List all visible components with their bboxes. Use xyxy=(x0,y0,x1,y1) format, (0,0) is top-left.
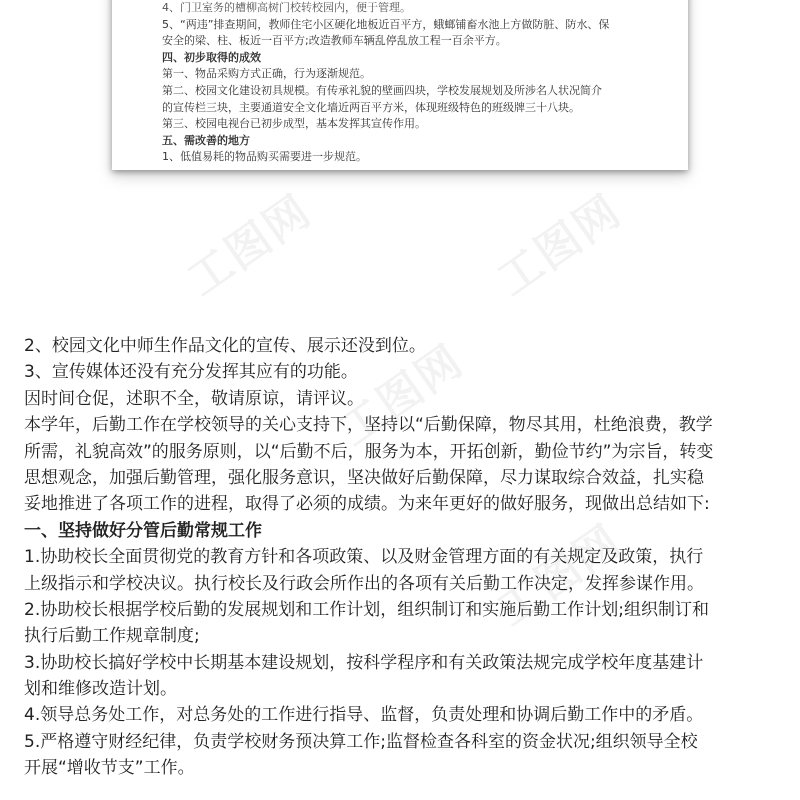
body-line: 3、宣传媒体还没有充分发挥其应有的功能。 xyxy=(24,362,358,383)
body-line: 思想观念，加强后勤管理，强化服务意识，坚决做好后勤保障，尽力谋取综合效益，扎实稳 xyxy=(24,467,704,488)
body-line: 开展“增收节支”工作。 xyxy=(24,758,195,779)
body-line: 划和维修改造计划。 xyxy=(24,679,177,700)
body-line: 本学年，后勤工作在学校领导的关心支持下，坚持以“后勤保障，物尽其用，杜绝浪费，教学 xyxy=(24,415,713,436)
card-line: 4、门卫室务的槽柳高树门校转校园内，便于管理。 xyxy=(162,1,411,14)
card-section-heading: 四、初步取得的成效 xyxy=(162,50,261,64)
body-line: 2、校园文化中师生作品文化的宣传、展示还没到位。 xyxy=(24,336,426,356)
watermark: 工图网 xyxy=(488,185,631,307)
body-line: 5.严格遵守财经纪律，负责学校财务预决算工作;监督检查各科室的资金状况;组织领导全校 xyxy=(24,731,698,752)
body-line: 4.领导总务处工作，对总务处的工作进行指导、监督，负责处理和协调后勤工作中的矛盾。 xyxy=(24,705,704,726)
card-line: 5、“两违”排查期间，教师住宅小区硬化地板近百平方，蛾螂铺畜水池上方做防脏、防水、保 xyxy=(162,17,610,31)
body-line: 1.协助校长全面贯彻党的教育方针和各项政策、以及财金管理方面的有关规定及政策，执行 xyxy=(24,547,704,568)
card-line: 1、低值易耗的物品购买需要进一步规范。 xyxy=(162,150,367,164)
card-line: 第三、校园电视台已初步成型，基本发挥其宣传作用。 xyxy=(162,117,426,131)
card-line: 第一、物品采购方式正确，行为逐渐规范。 xyxy=(162,67,371,81)
section-heading: 一、坚持做好分管后勤常规工作 xyxy=(24,520,262,541)
card-line: 第二、校园文化建设初具规模。有传承礼貌的壁画四块，学校发展规划及所涉名人状况简介 xyxy=(162,83,602,97)
card-line: 的宣传栏三块，主要通道安全文化墙近两百平方米，体现班级特色的班级牌三十八块。 xyxy=(162,100,580,114)
watermark: 工图网 xyxy=(330,335,473,457)
body-line: 2.协助校长根据学校后勤的发展规划和工作计划，组织制订和实施后勤工作计划;组织制订和 xyxy=(24,599,709,620)
body-line: 妥地推进了各项工作的进程，取得了必须的成绩。为来年更好的做好服务，现做出总结如下: xyxy=(24,494,710,515)
body-line: 因时间仓促，述职不全，敬请原谅，请评议。 xyxy=(24,388,364,409)
watermark: 工图网 xyxy=(178,185,321,307)
watermark: 工图网 xyxy=(488,515,631,637)
card-line: 安全的梁、柱、板近一百平方;改造教师车辆乱停乱放工程一百余平方。 xyxy=(162,34,507,48)
body-line: 执行后勤工作规章制度; xyxy=(24,626,200,647)
body-line: 上级指示和学校决议。执行校长及行政会所作出的各项有关后勤工作决定，发挥参谋作用。 xyxy=(24,573,704,594)
body-line: 所需，礼貌高效”的服务原则，以“后勤不后，服务为本，开拓创新，勤俭节约”为宗旨，转变 xyxy=(24,441,714,462)
document-body xyxy=(24,333,784,782)
body-line: 3.协助校长搞好学校中长期基本建设规划，按科学程序和有关政策法规完成学校年度基建计 xyxy=(24,652,704,673)
document-card xyxy=(112,0,688,170)
document-card-text xyxy=(162,0,662,166)
card-section-heading: 五、需改善的地方 xyxy=(162,133,250,147)
